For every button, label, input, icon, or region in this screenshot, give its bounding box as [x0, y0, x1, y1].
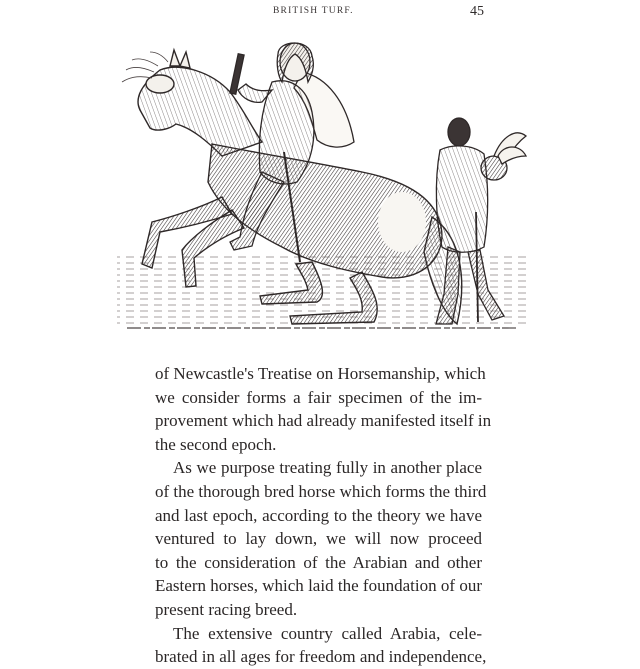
page-number: 45 [470, 4, 484, 19]
engraving-illustration [112, 32, 532, 337]
text-line: Eastern horses, which laid the foundation of our [155, 576, 482, 596]
text-line: provement which had already manifested itself in [155, 411, 492, 431]
text-line: the second epoch. [155, 434, 277, 454]
paragraph-start-line: The extensive country called Arabia, cele- [173, 623, 482, 643]
text-line: brated in all ages for freedom and independence, [155, 647, 487, 667]
running-title: BRITISH TURF. [273, 6, 354, 16]
text-line: and last epoch, according to the theory we have [155, 505, 482, 525]
running-head [0, 4, 640, 24]
text-line: to the consideration of the Arabian and other [155, 552, 482, 572]
text-line: of Newcastle's Treatise on Horsemanship, which [155, 364, 486, 383]
body-text [155, 362, 492, 669]
text-line: present racing breed. [155, 599, 298, 619]
text-line: we consider forms a fair specimen of the im- [155, 387, 482, 407]
text-line: ventured to lay down, we will now proceed [155, 529, 482, 549]
paragraph-start-line: As we purpose treating fully in another place [173, 458, 482, 478]
text-line: of the thorough bred horse which forms the third [155, 481, 487, 501]
